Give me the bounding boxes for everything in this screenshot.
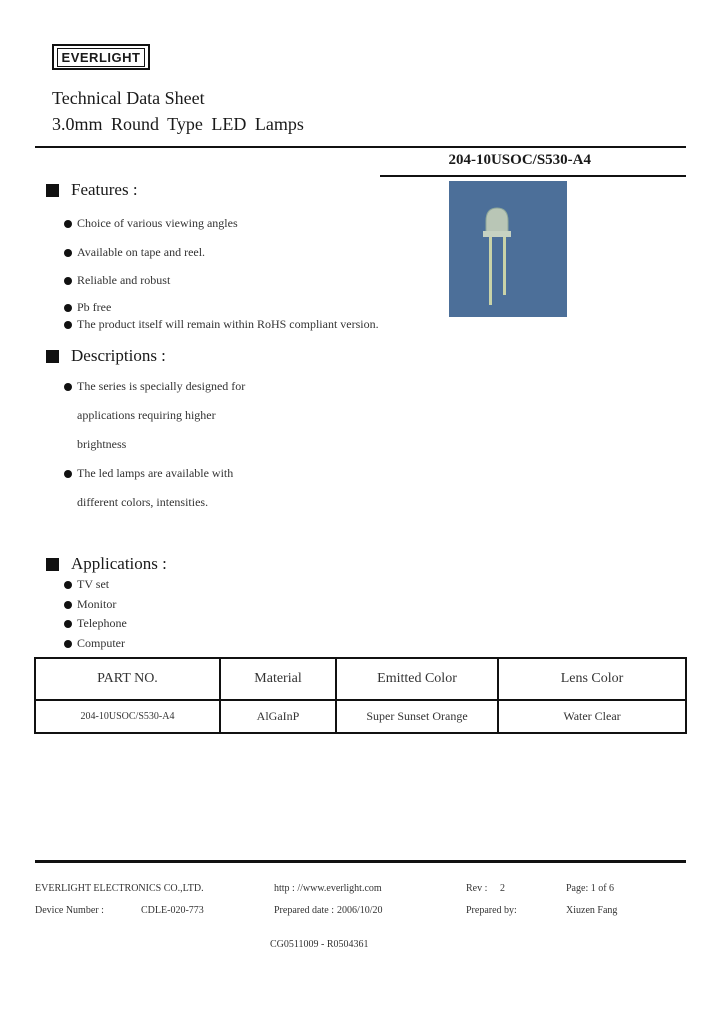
table-header-row [35, 658, 686, 700]
bullet-dot-icon [64, 640, 72, 648]
square-bullet-icon [46, 184, 59, 197]
feature-text: Pb free [77, 300, 112, 314]
description-text: applications requiring higher [77, 408, 216, 422]
description-text: The series is specially designed for [77, 379, 246, 393]
header-lens-color: Lens Color [498, 658, 686, 700]
description-text: different colors, intensities. [77, 495, 209, 509]
description-text: The led lamps are available with [77, 466, 234, 480]
doc-subtitle: 3.0mm Round Type LED Lamps [52, 114, 304, 134]
application-text: TV set [77, 577, 110, 591]
bullet-dot-icon [64, 383, 72, 391]
footer-prepared-date-value: 2006/10/20 [337, 905, 383, 916]
feature-item [64, 245, 205, 260]
application-item [64, 597, 116, 612]
header-part-no: PART NO. [35, 658, 220, 700]
bullet-dot-icon [64, 620, 72, 628]
feature-item [64, 216, 238, 231]
feature-item [64, 317, 379, 332]
descriptions-heading [46, 346, 166, 366]
part-spec-table [34, 657, 687, 734]
descriptions-heading-text: Descriptions : [71, 346, 166, 365]
description-text: brightness [77, 437, 127, 451]
feature-text: Reliable and robust [77, 273, 171, 287]
cell-lens-color: Water Clear [498, 700, 686, 733]
everlight-logo [52, 44, 150, 70]
footer-prepared-by-value: Xiuzen Fang [566, 905, 618, 916]
square-bullet-icon [46, 350, 59, 363]
features-heading-text: Features : [71, 180, 138, 199]
led-product-photo [449, 181, 567, 317]
part-number-heading: 204-10USOC/S530-A4 [448, 152, 591, 168]
footer-website[interactable]: http : //www.everlight.com [274, 883, 382, 894]
square-bullet-icon [46, 558, 59, 571]
header-material: Material [220, 658, 336, 700]
feature-item [64, 273, 170, 288]
bullet-dot-icon [64, 321, 72, 329]
logo-text: EVERLIGHT [57, 48, 146, 67]
footer-company: EVERLIGHT ELECTRONICS CO.,LTD. [35, 883, 204, 894]
cell-emitted-color: Super Sunset Orange [336, 700, 498, 733]
application-text: Monitor [77, 597, 117, 611]
application-text: Computer [77, 636, 125, 650]
footer-rev-label: Rev : [466, 883, 488, 894]
description-item [64, 379, 245, 394]
bullet-dot-icon [64, 304, 72, 312]
cell-material: AlGaInP [220, 700, 336, 733]
footer-divider [35, 860, 686, 863]
feature-text: Available on tape and reel. [77, 245, 206, 259]
feature-text: Choice of various viewing angles [77, 216, 238, 230]
bullet-dot-icon [64, 249, 72, 257]
led-lamp-icon [449, 181, 567, 317]
bullet-dot-icon [64, 277, 72, 285]
footer-page: Page: 1 of 6 [566, 883, 615, 894]
footer-document-code: CG0511009 - R0504361 [270, 939, 369, 950]
feature-item [64, 300, 111, 315]
table-row [35, 700, 686, 733]
footer-rev-value: 2 [500, 883, 505, 894]
application-item [64, 616, 127, 631]
footer-device-value: CDLE-020-773 [141, 905, 204, 916]
application-item [64, 636, 125, 651]
bullet-dot-icon [64, 220, 72, 228]
part-number-underline [380, 175, 686, 177]
footer-prepared-by-label: Prepared by: [466, 905, 517, 916]
feature-text: The product itself will remain within RoHS compliant version. [77, 317, 379, 331]
bullet-dot-icon [64, 601, 72, 609]
footer-device-label: Device Number : [35, 905, 104, 916]
bullet-dot-icon [64, 581, 72, 589]
features-heading [46, 180, 138, 200]
footer-prepared-date-label: Prepared date : [274, 905, 334, 916]
applications-heading-text: Applications : [71, 554, 167, 573]
cell-part-no: 204-10USOC/S530-A4 [35, 700, 220, 733]
doc-title: Technical Data Sheet [52, 88, 205, 108]
application-text: Telephone [77, 616, 127, 630]
bullet-dot-icon [64, 470, 72, 478]
applications-heading [46, 554, 167, 574]
header-divider [35, 146, 686, 148]
description-item [64, 466, 233, 481]
header-emitted-color: Emitted Color [336, 658, 498, 700]
application-item [64, 577, 109, 592]
